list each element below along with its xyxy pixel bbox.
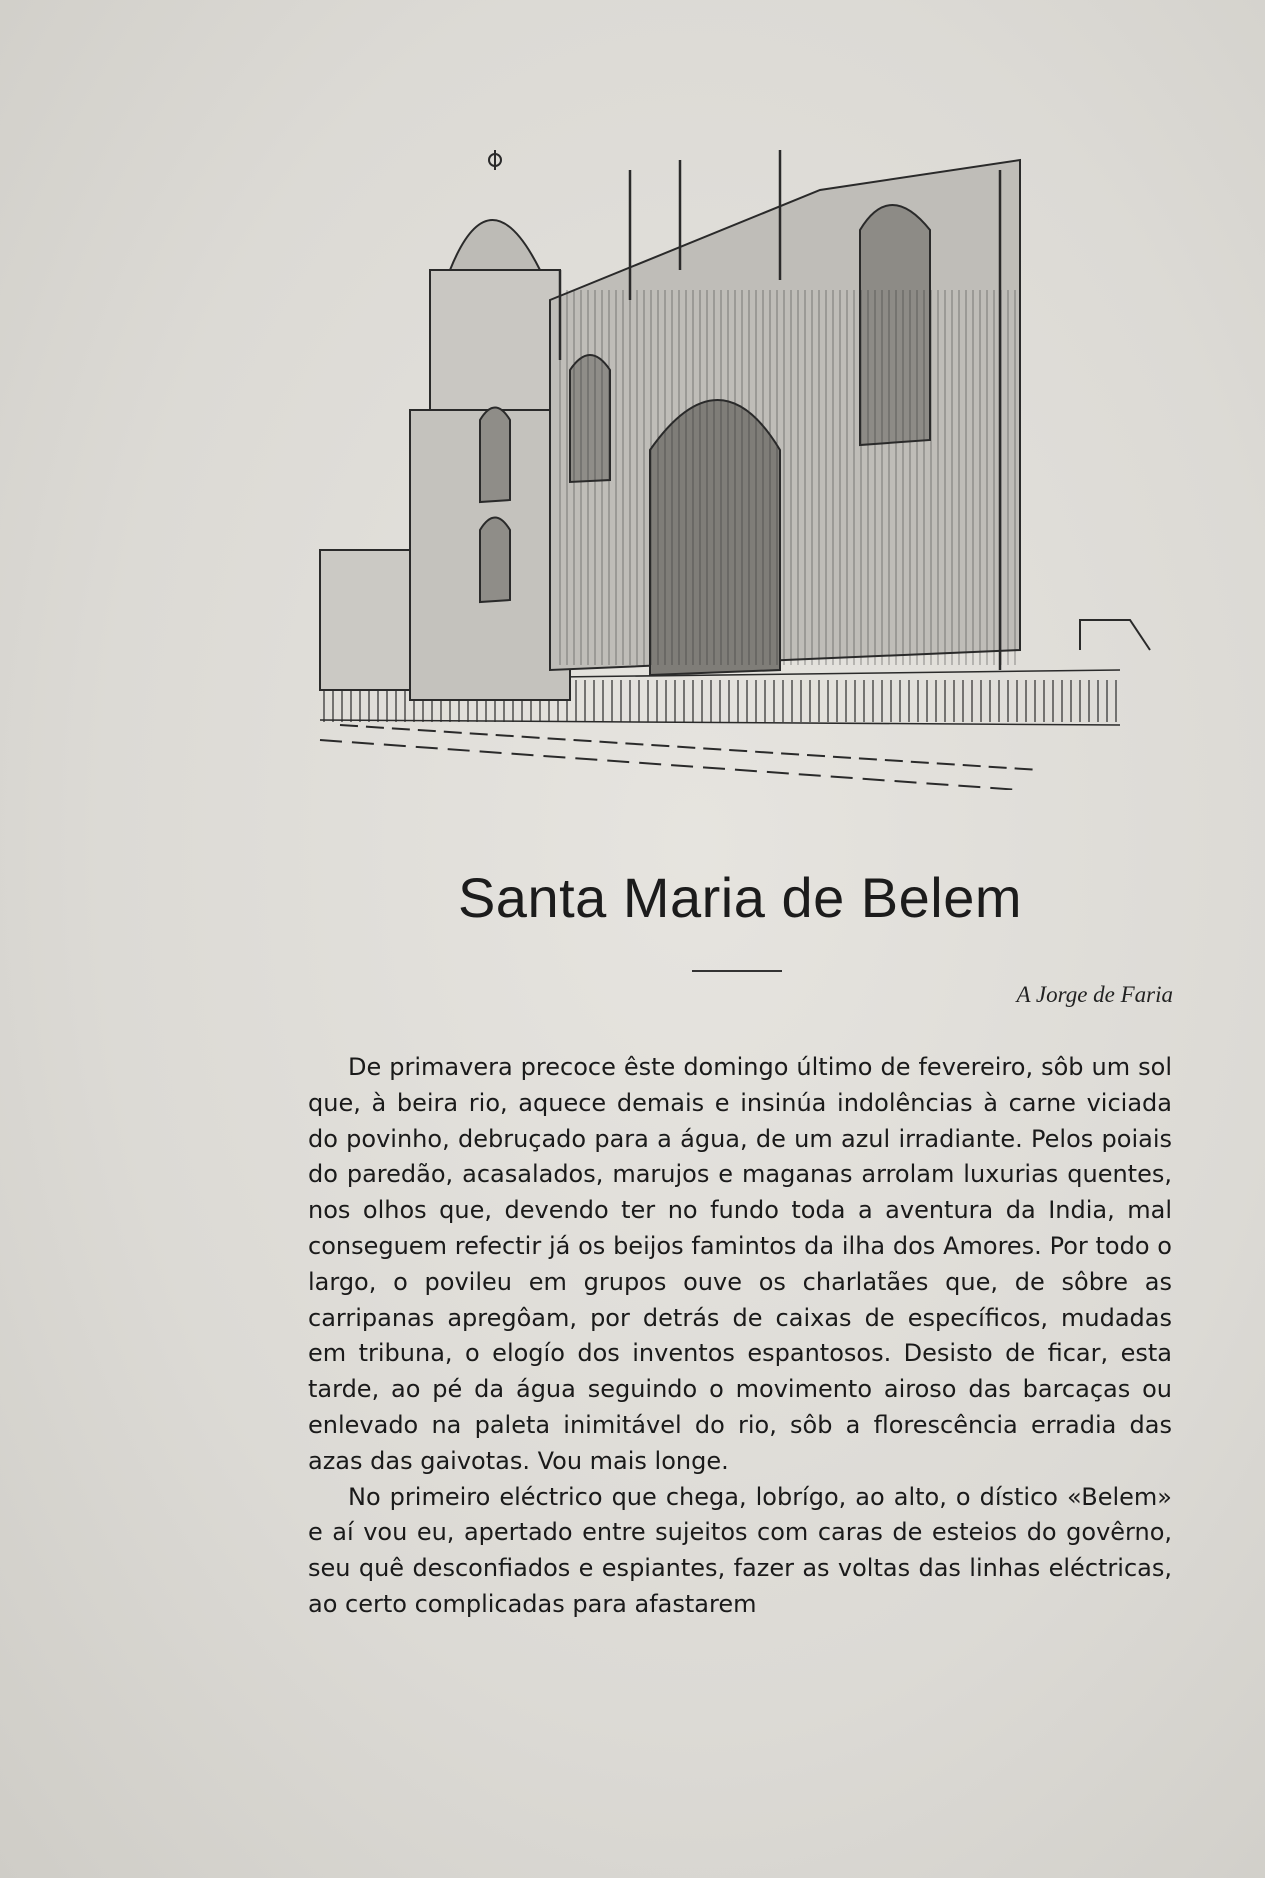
paragraph: No primeiro eléctrico que chega, lobrígo, ao alto, o dístico «Belem» e aí vou eu, apertado entre sujeitos com caras de esteios do govêrno, seu quê desconfiados e espiantes, fazer as voltas das linhas eléctricas, ao certo complicadas para afastarem xyxy=(308,1482,1172,1618)
body-text xyxy=(308,1050,1172,1623)
title-rule xyxy=(692,970,782,972)
dedication: A Jorge de Faria xyxy=(1016,982,1173,1007)
church-engraving xyxy=(300,150,1200,790)
paragraph: De primavera precoce êste domingo último de fevereiro, sôb um sol que, à beira rio, aquece demais e insinúa indolências à carne viciada do povinho, debruçado para a água, de um azul irradiante. Pelos poiais do paredão, acasalados, marujos e maganas arrolam luxurias quentes, nos olhos que, devendo ter no fundo toda a aventura da India, mal conseguem refectir já os beijos famintos da ilha dos Amores. Por todo o largo, o povileu em grupos ouve os charlatães que, de sôbre as carripanas apregôam, por detrás de caixas de específicos, mudadas em tribuna, o elogío dos inventos espantosos. Desisto de ficar, esta tarde, ao pé da água seguindo o movimento airoso das barcaças ou enlevado na paleta inimitável do rio, sôb a florescência erradia das azas das gaivotas. Vou mais longe. xyxy=(308,1053,1172,1475)
chapter-title: Santa Maria de Belem xyxy=(457,866,1023,929)
